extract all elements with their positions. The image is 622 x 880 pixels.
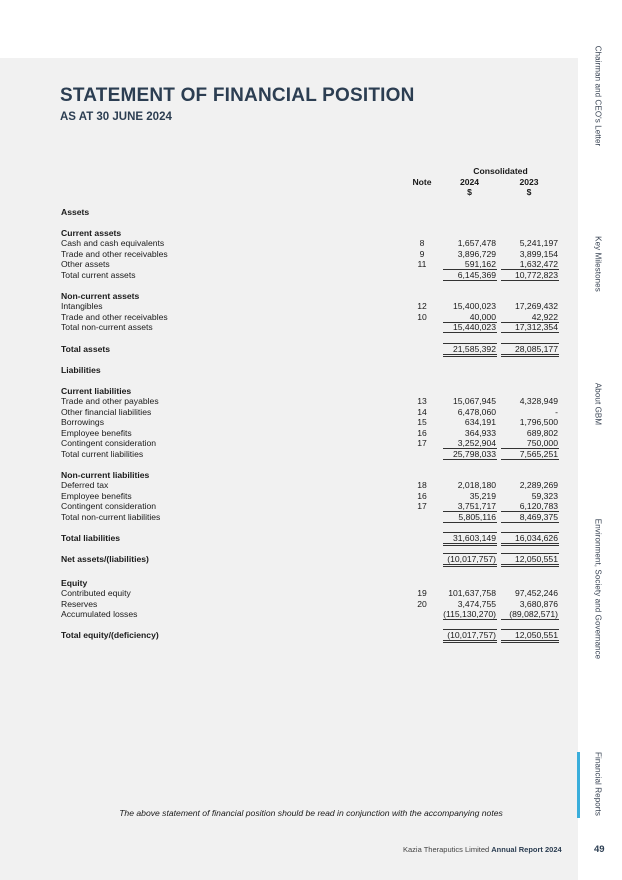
row-label: Assets — [61, 207, 90, 217]
total-rule — [443, 532, 497, 533]
page-title: STATEMENT OF FINANCIAL POSITION — [60, 85, 415, 106]
row-label: Total liabilities — [61, 533, 121, 543]
row-label: Current assets — [61, 228, 122, 238]
row-value-2024: 15,400,023 — [452, 301, 496, 311]
row-value-2023: (89,082,571) — [509, 609, 558, 619]
unit-2024-header: $ — [467, 187, 472, 197]
row-label: Total non-current assets — [61, 322, 153, 332]
row-label: Deferred tax — [61, 480, 109, 490]
row-value-2023: 10,772,823 — [514, 270, 558, 280]
total-rule — [501, 354, 559, 355]
nav-environment-society-governance[interactable]: Environment, Society and Governance — [593, 518, 603, 660]
nav-chairman-ceo-letter[interactable]: Chairman and CEO's Letter — [593, 45, 603, 147]
row-label: Other assets — [61, 259, 110, 269]
row-value-2024: 35,219 — [469, 491, 496, 501]
report-name: Annual Report 2024 — [491, 845, 562, 854]
row-value-2024: 3,751,717 — [457, 501, 496, 511]
row-note: 12 — [417, 301, 427, 311]
row-value-2024: (10,017,757) — [447, 554, 496, 564]
row-label: Accumulated losses — [61, 609, 138, 619]
row-value-2023: 4,328,949 — [519, 396, 558, 406]
total-rule — [501, 356, 559, 357]
row-value-2023: 5,241,197 — [519, 238, 558, 248]
total-rule — [501, 543, 559, 544]
nav-financial-reports[interactable]: Financial Reports — [593, 752, 603, 816]
row-label: Employee benefits — [61, 491, 132, 501]
row-label: Borrowings — [61, 417, 104, 427]
total-rule — [443, 332, 497, 333]
total-rule — [443, 356, 497, 357]
total-rule — [443, 566, 497, 567]
nav-key-milestones[interactable]: Key Milestones — [593, 236, 603, 292]
row-value-2024: (115,130,270) — [443, 609, 496, 619]
row-note: 16 — [417, 491, 427, 501]
row-note: 15 — [417, 417, 427, 427]
row-value-2024: 15,440,023 — [452, 322, 496, 332]
total-rule — [443, 553, 497, 554]
row-value-2024: 5,805,116 — [458, 512, 496, 522]
row-label: Non-current assets — [61, 291, 140, 301]
total-rule — [443, 459, 497, 460]
row-value-2023: 12,050,551 — [514, 630, 558, 640]
row-note: 13 — [417, 396, 427, 406]
total-rule — [501, 564, 559, 565]
row-label: Trade and other receivables — [61, 312, 168, 322]
statement-footnote: The above statement of financial position should be read in conjunction with the accompanying notes — [119, 808, 503, 818]
row-label: Trade and other receivables — [61, 249, 168, 259]
total-rule — [501, 280, 559, 281]
row-note: 16 — [417, 428, 427, 438]
row-note: 17 — [417, 438, 427, 448]
total-rule — [501, 553, 559, 554]
row-value-2023: 3,899,154 — [519, 249, 558, 259]
row-label: Total current assets — [61, 270, 136, 280]
row-label: Net assets/(liabilities) — [61, 554, 149, 564]
row-value-2023: 28,085,177 — [514, 344, 558, 354]
total-rule — [443, 640, 497, 641]
row-value-2024: 3,896,729 — [457, 249, 496, 259]
total-rule — [501, 642, 559, 643]
total-rule — [501, 545, 559, 546]
row-label: Other financial liabilities — [61, 407, 152, 417]
company-name: Kazia Theraputics Limited — [403, 845, 490, 854]
row-value-2024: 31,603,149 — [452, 533, 496, 543]
row-note: 8 — [419, 238, 425, 248]
total-rule — [501, 640, 559, 641]
row-value-2023: 689,802 — [526, 428, 558, 438]
page-subtitle: AS AT 30 JUNE 2024 — [60, 111, 172, 123]
row-value-2024: 634,191 — [464, 417, 496, 427]
total-rule — [443, 629, 497, 630]
row-label: Non-current liabilities — [61, 470, 150, 480]
row-value-2024: 3,252,904 — [457, 438, 496, 448]
row-note: 11 — [417, 259, 427, 269]
total-rule — [501, 619, 559, 620]
total-rule — [443, 354, 497, 355]
row-value-2024: 15,067,945 — [452, 396, 496, 406]
total-rule — [501, 566, 559, 567]
column-group-header: Consolidated — [473, 166, 528, 176]
year-2024-header: 2024 — [459, 177, 480, 187]
row-value-2023: 6,120,783 — [519, 501, 558, 511]
page-number: 49 — [594, 844, 605, 855]
report-footer — [403, 845, 562, 854]
row-label: Total current liabilities — [61, 449, 144, 459]
total-rule — [443, 543, 497, 544]
row-value-2024: 1,657,478 — [457, 238, 496, 248]
row-label: Contingent consideration — [61, 438, 157, 448]
row-label: Contributed equity — [61, 588, 131, 598]
row-note: 17 — [417, 501, 427, 511]
row-label: Current liabilities — [61, 386, 132, 396]
row-value-2024: 3,474,755 — [457, 599, 496, 609]
row-label: Intangibles — [61, 301, 103, 311]
total-rule — [501, 532, 559, 533]
nav-about-gbm[interactable]: About GBM — [593, 382, 603, 426]
row-note: 14 — [417, 407, 427, 417]
row-label: Reserves — [61, 599, 98, 609]
row-note: 9 — [419, 249, 425, 259]
row-value-2023: 7,565,251 — [519, 449, 558, 459]
row-value-2023: 8,469,375 — [519, 512, 558, 522]
row-value-2023: 17,269,432 — [514, 301, 558, 311]
row-value-2024: 364,933 — [464, 428, 496, 438]
total-rule — [443, 522, 497, 523]
row-label: Contingent consideration — [61, 501, 157, 511]
row-value-2023: 16,034,626 — [514, 533, 558, 543]
row-label: Total assets — [61, 344, 111, 354]
row-label: Total non-current liabilities — [61, 512, 161, 522]
total-rule — [443, 642, 497, 643]
row-label: Equity — [61, 578, 88, 588]
row-value-2023: - — [555, 407, 558, 417]
total-rule — [443, 545, 497, 546]
row-value-2024: 2,018,180 — [457, 480, 496, 490]
row-note: 18 — [417, 480, 427, 490]
note-column-header: Note — [412, 177, 432, 187]
total-rule — [501, 522, 559, 523]
row-value-2023: 3,680,876 — [519, 599, 558, 609]
total-rule — [443, 343, 497, 344]
total-rule — [443, 280, 497, 281]
row-value-2024: (10,017,757) — [447, 630, 496, 640]
row-note: 10 — [417, 312, 427, 322]
row-value-2023: 59,323 — [531, 491, 558, 501]
total-rule — [501, 332, 559, 333]
row-note: 19 — [417, 588, 427, 598]
row-label: Employee benefits — [61, 428, 132, 438]
total-rule — [501, 343, 559, 344]
total-rule — [501, 629, 559, 630]
unit-2023-header: $ — [526, 187, 532, 197]
row-label: Total equity/(deficiency) — [61, 630, 159, 640]
row-value-2023: 2,289,269 — [519, 480, 558, 490]
row-label: Trade and other payables — [61, 396, 159, 406]
row-value-2023: 1,632,472 — [519, 259, 558, 269]
total-rule — [501, 459, 559, 460]
row-value-2024: 6,145,369 — [457, 270, 496, 280]
row-value-2023: 750,000 — [526, 438, 558, 448]
row-value-2023: 97,452,246 — [514, 588, 558, 598]
row-value-2024: 6,478,060 — [457, 407, 496, 417]
row-value-2023: 17,312,354 — [514, 322, 558, 332]
row-value-2024: 591,162 — [464, 259, 496, 269]
row-value-2024: 101,637,758 — [448, 588, 496, 598]
row-value-2024: 25,798,033 — [452, 449, 496, 459]
row-value-2023: 1,796,500 — [519, 417, 558, 427]
row-value-2024: 40,000 — [469, 312, 496, 322]
row-value-2023: 42,922 — [531, 312, 558, 322]
row-label: Liabilities — [61, 365, 101, 375]
row-note: 20 — [417, 599, 427, 609]
row-value-2023: 12,050,551 — [514, 554, 558, 564]
row-label: Cash and cash equivalents — [61, 238, 165, 248]
total-rule — [443, 564, 497, 565]
year-2023-header: 2023 — [519, 177, 539, 187]
total-rule — [443, 619, 497, 620]
row-value-2024: 21,585,392 — [452, 344, 496, 354]
